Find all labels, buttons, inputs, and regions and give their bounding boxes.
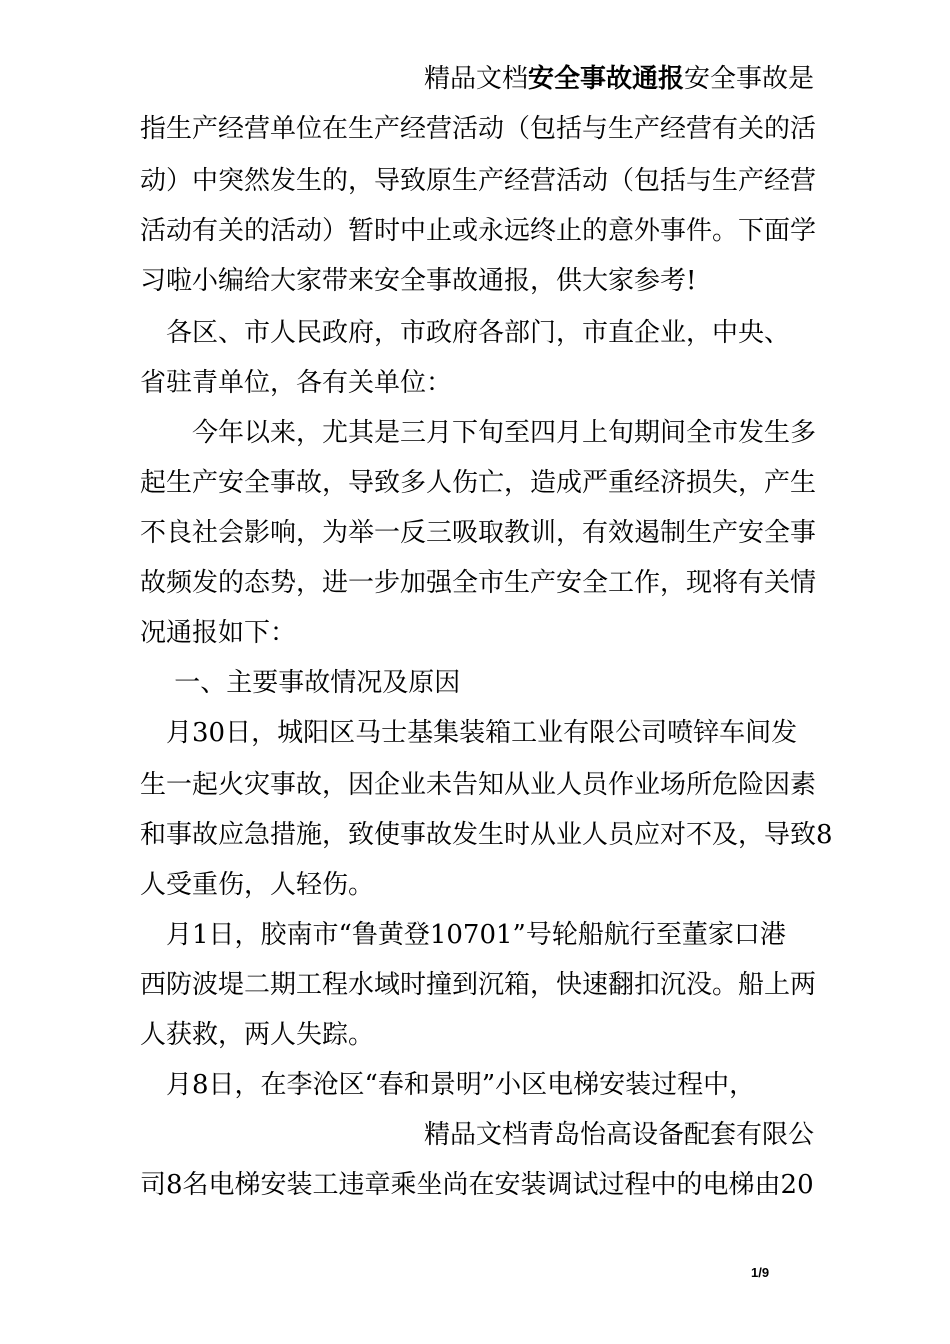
body-line: 和事故应急措施，致使事故发生时从业人员应对不及，导致8 [140, 820, 833, 850]
body-line: 况通报如下： [140, 618, 297, 648]
body-line: 人获救，两人失踪。 [140, 1020, 375, 1050]
body-line: 司8名电梯安装工违章乘坐尚在安装调试过程中的电梯由20 [140, 1170, 814, 1200]
body-line: 指生产经营单位在生产经营活动（包括与生产经营有关的活 [140, 114, 817, 144]
body-line: 今年以来，尤其是三月下旬至四月上旬期间全市发生多 [140, 418, 817, 448]
body-line: 故频发的态势，进一步加强全市生产安全工作，现将有关情 [140, 568, 817, 598]
body-line: 不良社会影响，为举一反三吸取教训，有效遏制生产安全事 [140, 518, 817, 548]
body-line: 各区、市人民政府，市政府各部门，市直企业，中央、 [140, 318, 791, 348]
document-title: 安全事故通报 [528, 64, 685, 94]
header-label: 精品文档 [424, 64, 529, 94]
header-line [424, 62, 844, 96]
body-line: 生一起火灾事故，因企业未告知从业人员作业场所危险因素 [140, 770, 817, 800]
body-line: 起生产安全事故，导致多人伤亡，造成严重经济损失，产生 [140, 468, 817, 498]
body-line: 月1日，胶南市“鲁黄登10701”号轮船航行至董家口港 [140, 920, 786, 950]
body-line: 月8日，在李沧区“春和景明”小区电梯安装过程中， [140, 1070, 756, 1100]
body-line: 动）中突然发生的，导致原生产经营活动（包括与生产经营 [140, 166, 817, 196]
body-line: 习啦小编给大家带来安全事故通报，供大家参考! [140, 266, 697, 296]
body-line: 人受重伤，人轻伤。 [140, 870, 375, 900]
body-line: 月30日，城阳区马士基集装箱工业有限公司喷锌车间发 [140, 718, 798, 748]
page-number: 1/9 [751, 1265, 770, 1280]
page-break-header: 精品文档青岛怡高设备配套有限公 [424, 1120, 815, 1150]
header-lead-text: 安全事故是 [684, 64, 815, 94]
body-line: 西防波堤二期工程水域时撞到沉箱，快速翻扣沉没。船上两 [140, 970, 817, 1000]
body-line: 省驻青单位，各有关单位： [140, 368, 453, 398]
body-line: 活动有关的活动）暂时中止或永远终止的意外事件。下面学 [140, 216, 817, 246]
section-heading: 一、主要事故情况及原因 [140, 668, 461, 698]
